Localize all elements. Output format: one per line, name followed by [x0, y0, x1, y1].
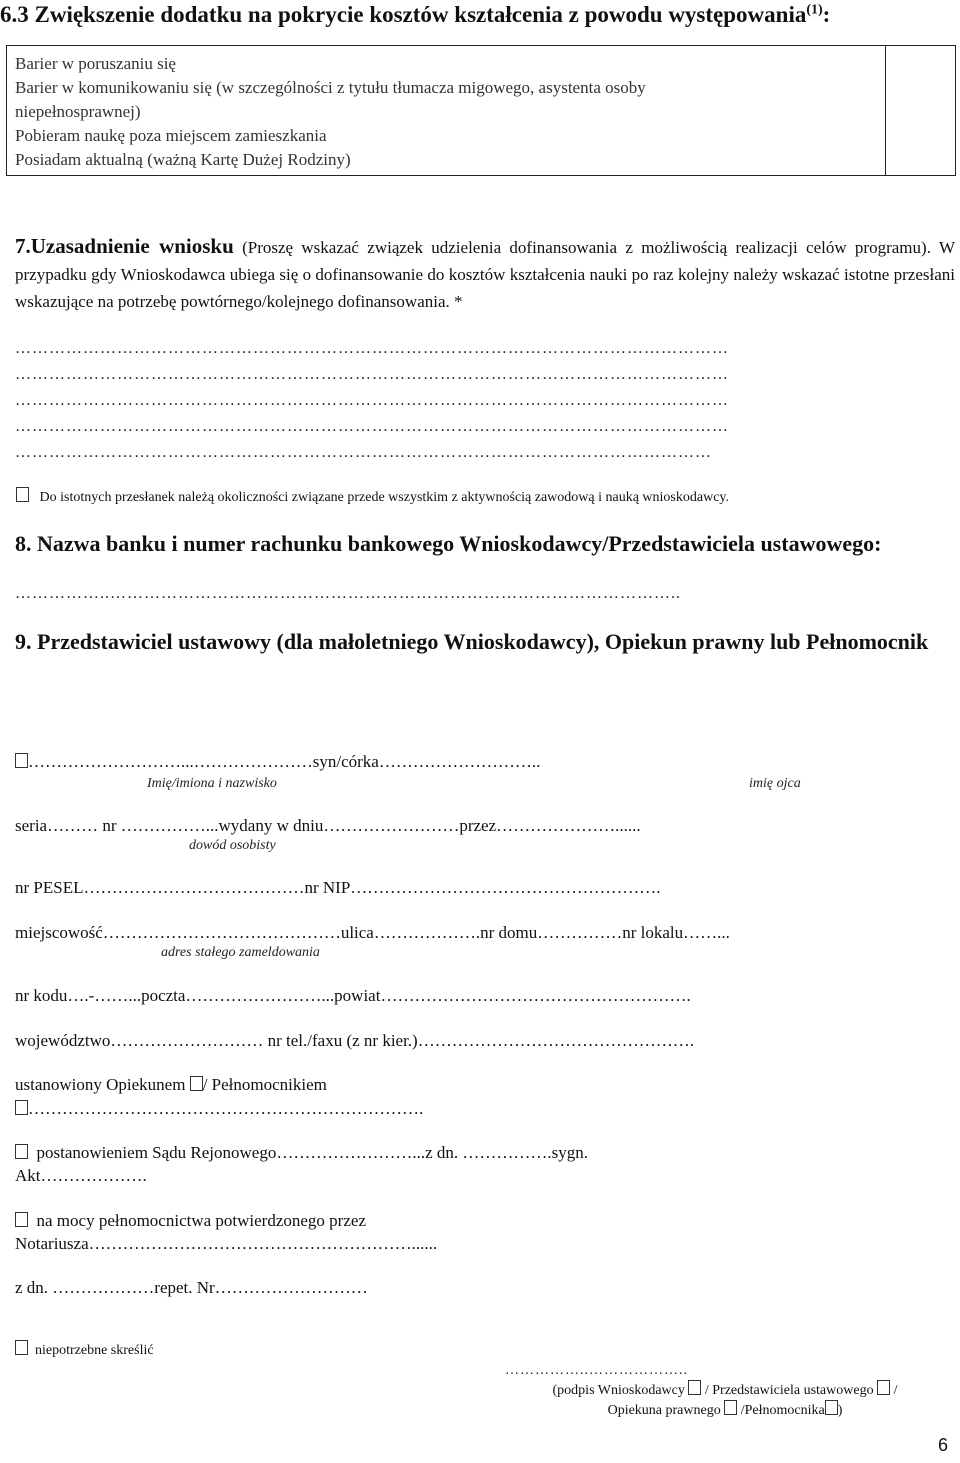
support-options-checkbox-cell[interactable]	[886, 46, 956, 176]
strike-out-note	[15, 1340, 154, 1359]
signature-caption-line-2	[505, 1400, 945, 1420]
power-of-attorney-text: na mocy pełnomocnictwa potwierdzonego przez	[36, 1211, 366, 1230]
section-9-title	[15, 626, 955, 657]
akt-field[interactable]: Akt……………….	[15, 1166, 147, 1185]
checkbox-icon	[724, 1400, 737, 1415]
signature-caption-guardian: Opiekuna prawnego	[607, 1403, 721, 1418]
name-line: ………………………...…………………syn/córka………………………..	[28, 752, 541, 771]
checkbox-icon[interactable]	[15, 1144, 28, 1159]
guardian-dots: …………………………………………………………….	[28, 1099, 424, 1118]
signature-caption-line-1	[505, 1380, 945, 1400]
section-7-title: 7.Uzasadnienie wniosku	[15, 234, 234, 258]
option-communication-barrier: Barier w komunikowaniu się (w szczególności z tytułu tłumacza migowego, asystenta osoby niepełnosprawnej)	[15, 78, 646, 121]
signature-caption-applicant: (podpis Wnioskodawcy	[552, 1383, 685, 1398]
name-caption: Imię/imiona i nazwisko	[147, 776, 277, 791]
pesel-nip-field[interactable]: nr PESEL…………………………………nr NIP……………………………………………….	[15, 878, 661, 897]
id-document-field[interactable]: seria……… nr ……………...wydany w dniu……………………przez…………………......	[15, 816, 641, 835]
section-8-title: 8. Nazwa banku i numer rachunku bankowego Wnioskodawcy/Przedstawiciela ustawowego:	[15, 531, 882, 556]
checkbox-icon	[688, 1380, 701, 1395]
checkbox-icon	[16, 487, 29, 502]
attorney-label: / Pełnomocnikiem	[202, 1075, 327, 1094]
father-name-caption: imię ojca	[749, 776, 801, 791]
guardian-line	[15, 1075, 327, 1095]
justification-line-1[interactable]: ………………………………………………………………………………………………………………	[15, 340, 729, 357]
checkbox-icon	[15, 1340, 28, 1355]
checkbox-icon[interactable]	[15, 1100, 28, 1115]
justification-line-4[interactable]: ………………………………………………………………………………………………………………	[15, 418, 729, 435]
notary-field[interactable]: Notariusza…………………………………………………......	[15, 1234, 438, 1253]
option-mobility-barrier: Barier w poruszaniu się	[15, 54, 176, 73]
support-options-table	[6, 45, 956, 176]
checkbox-icon	[825, 1400, 838, 1415]
justification-line-5[interactable]: ……………………………………………………………………………………………………………	[15, 444, 712, 461]
address-caption: adres stałego zameldowania	[161, 945, 320, 960]
checkbox-icon[interactable]	[15, 753, 28, 768]
page-number: 6	[937, 1435, 948, 1455]
support-options-list	[7, 46, 886, 176]
strike-out-text: niepotrzebne skreślić	[35, 1343, 154, 1358]
checkbox-icon	[877, 1380, 890, 1395]
section-7-intro: (Proszę wskazać związek udzielenia dofinansowania z możliwością realizacji celów programu).	[242, 238, 931, 257]
section-6-3-title-text: 6.3 Zwiększenie dodatku na pokrycie kosztów kształcenia z powodu występowania	[0, 2, 807, 27]
region-phone-field[interactable]: województwo……………………… nr tel./faxu (z nr kier.)………………………………………….	[15, 1031, 694, 1050]
id-document-caption: dowód osobisty	[189, 838, 276, 853]
section-7-footnote	[16, 487, 729, 506]
signature-caption-attorney: /Pełnomocnika	[740, 1403, 825, 1418]
checkbox-icon[interactable]	[15, 1212, 28, 1227]
section-9-title-text: 9. Przedstawiciel ustawowy (dla małoletniego Wnioskodawcy), Opiekun prawny lub Pełnomocnik	[15, 629, 929, 654]
option-study-away: Pobieram naukę poza miejscem zamieszkania	[15, 126, 327, 145]
date-repertory-field[interactable]: z dn. ………………repet. Nr………………………	[15, 1278, 368, 1297]
signature-line[interactable]: ……………..………………..	[505, 1363, 688, 1378]
signature-caption-representative: / Przedstawiciela ustawowego	[704, 1383, 874, 1398]
justification-line-3[interactable]: ………………………………………………………………………………………………………………	[15, 392, 729, 409]
bank-account-field[interactable]: ……………..………………………………………………………………………………………..	[15, 585, 681, 602]
power-of-attorney-field[interactable]	[15, 1211, 366, 1231]
section-7-body: W przypadku gdy Wnioskodawca ubiega się o dofinansowanie do kosztów kształcenia nauki po raz kolejny należy wskazać istotne przesłani wskazujące na potrzebę powtórnego/kolejnego dofinansowania. *	[15, 238, 956, 311]
address-field[interactable]: miejscowość……………………………………ulica……………….nr domu……………nr lokalu……...	[15, 923, 730, 942]
signature-block	[505, 1362, 945, 1420]
court-decision-text: postanowieniem Sądu Rejonowego……………………...z dn. …………….sygn.	[36, 1143, 589, 1162]
guardian-label: ustanowiony Opiekunem	[15, 1075, 186, 1094]
option-large-family-card: Posiadam aktualną (ważną Kartę Dużej Rodziny)	[15, 150, 351, 169]
guardian-details-field[interactable]	[15, 1099, 423, 1119]
name-field[interactable]	[15, 752, 540, 772]
footnote-marker: (1)	[806, 2, 823, 18]
section-6-3-title	[0, 2, 830, 28]
checkbox-icon[interactable]	[190, 1076, 203, 1091]
court-decision-field[interactable]	[15, 1143, 588, 1163]
postal-field[interactable]: nr kodu….-……...poczta……………………...powiat……………………………………………….	[15, 986, 691, 1005]
signature-caption-slash: /	[893, 1383, 898, 1398]
signature-caption-close: )	[837, 1403, 843, 1418]
footnote-text: Do istotnych przesłanek należą okoliczności związane przede wszystkim z aktywnością zawodową i nauką wnioskodawcy.	[39, 490, 730, 505]
section-7-paragraph	[15, 233, 955, 315]
title-colon: :	[822, 2, 831, 27]
justification-line-2[interactable]: ………………………………………………………………………………………………………………	[15, 366, 729, 383]
